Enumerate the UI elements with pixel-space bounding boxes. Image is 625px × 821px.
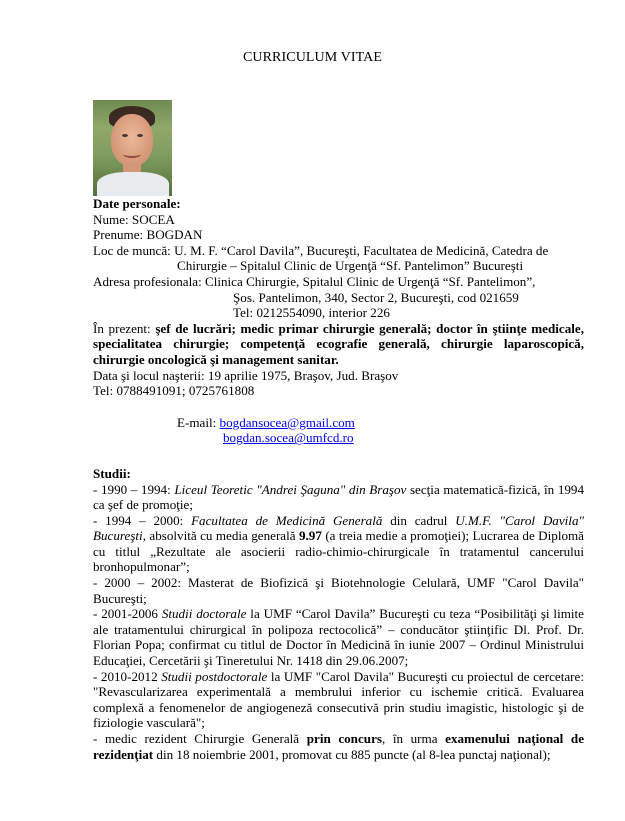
email-link-umfcd[interactable]: bogdan.socea@umfcd.ro [223, 430, 354, 446]
cv-content [93, 196, 584, 762]
adresa-line3: Tel: 0212554090, interior 226 [233, 305, 390, 321]
portrait-photo [93, 100, 172, 196]
adresa-line2: Şos. Pantelimon, 340, Sector 2, Bucureşti, cod 021659 [233, 289, 519, 305]
nume: Nume: SOCEA [93, 211, 175, 227]
data-nasterii: Data şi locul naşterii: 19 aprilie 1975, Braşov, Jud. Braşov [93, 367, 399, 383]
loc-de-munca-cont: Chirurgie – Spitalul Clinic de Urgenţă “Sf. Pantelimon” Bucureşti [177, 258, 524, 274]
studii-item-masterat: - 2000 – 2002: Masterat de Biofizică şi Biotehnologie Celulară, UMF "Carol Davila" Bucureşti; [93, 575, 584, 606]
adresa-profesionala: Adresa profesionala: Clinica Chirurgie, Spitalul Clinic de Urgenţă “Sf. Pantelimon”, [93, 273, 536, 289]
studii-item-liceu: - 1990 – 1994: Liceul Teoretic "Andrei Şaguna" din Braşov secţia matematică-fizică, în 1994 ca şef de promoţie; [93, 481, 585, 513]
studii-item-rezidentiat: - medic rezident Chirurgie Generală prin concurs, în urma examenului naţional de rezidenţiat din 18 noiembrie 2001, promovat cu 885 puncte (al 8-lea punctaj naţional); [93, 731, 585, 762]
page-title: CURRICULUM VITAE [242, 50, 383, 65]
personal-heading: Date personale: [93, 196, 181, 211]
telefon: Tel: 0788491091; 0725761808 [93, 383, 255, 399]
prenume: Prenume: BOGDAN [93, 227, 203, 243]
studii-item-postdoctorat: - 2010-2012 Studii postdoctorale la UMF "Carol Davila" Bucureşti cu proiectul de cercetare: "Revascularizarea experimentală a membrului inferior cu ischemie critică. Evaluarea complexă a fenomenelor de angiogeneză consecutivă prin studiu imagistic, histologic şi de fiziologie vasculară"; [93, 668, 584, 731]
studii-heading: Studii: [93, 465, 131, 481]
studii-item-facultate: - 1994 – 2000: Facultatea de Medicină Generală din cadrul U.M.F. "Carol Davila" Bucureşti, absolvită cu media generală 9.97 (a treia medie a promoţiei); Lucrarea de Diplomă cu titlul „Rezultate ale asocierii radio-chimio-chirurgicale în tratamentul cancerului bronhopulmonar”; [93, 512, 584, 575]
email-block: E-mail: bogdansocea@gmail.com bogdan.socea@umfcd.ro [177, 414, 355, 446]
studii-item-doctorat: - 2001-2006 Studii doctorale la UMF “Carol Davila” Bucureşti cu teza “Posibilităţi şi limite ale tratamentului chirurgical în polipoza rectocolică” – conducător ştiinţific Dl. Prof. Dr. Florian Popa; confirmat cu titlul de Doctor în Medicină în iunie 2007 – Ordinul Ministrului Educaţiei, Cercetării şi Tineretului Nr. 1418 din 29.06.2007; [93, 606, 584, 669]
in-prezent: În prezent: şef de lucrări; medic primar chirurgie generală; doctor în ştiinţe medicale, specialitatea chirurgie; competenţă ecografie generală, chirurgie laparoscopică, chirurgie oncologică şi management sanitar. [93, 320, 584, 367]
email-link-gmail[interactable]: bogdansocea@gmail.com [219, 414, 355, 430]
loc-de-munca: Loc de muncă: U. M. F. “Carol Davila”, Bucureşti, Facultatea de Medicină, Catedra de [93, 242, 549, 258]
